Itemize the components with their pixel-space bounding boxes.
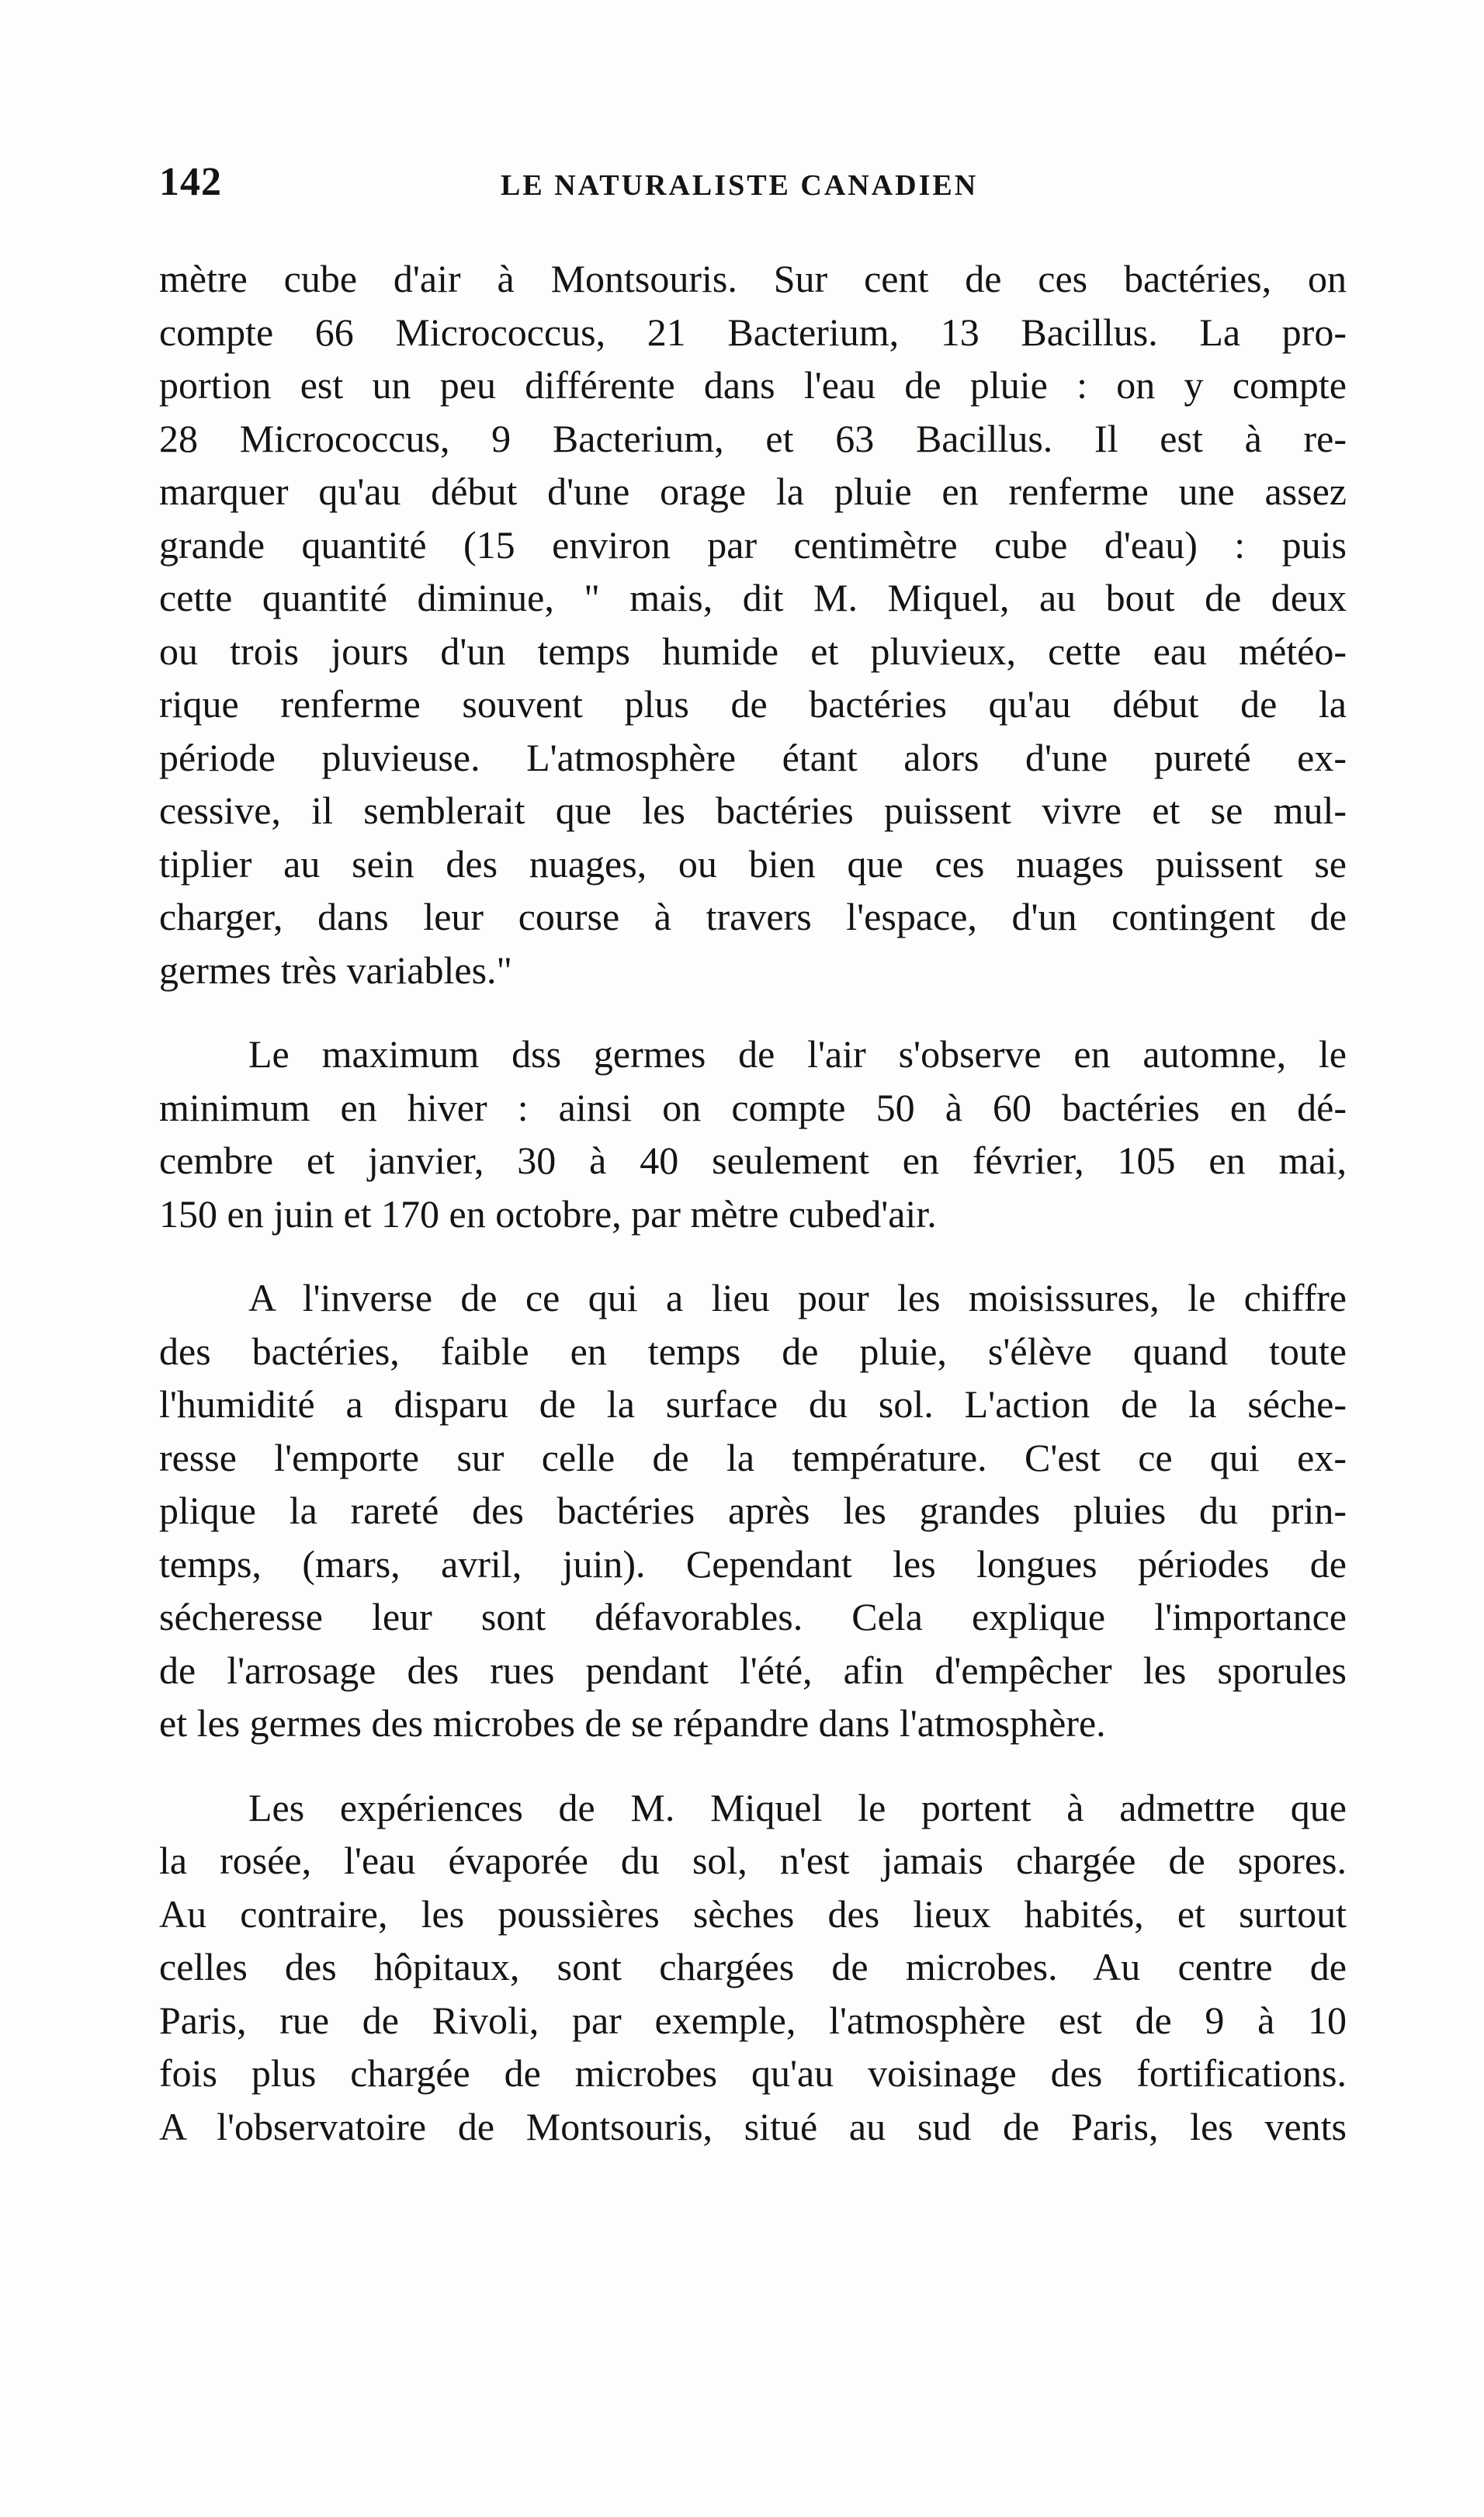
text-line: resse l'emporte sur celle de la température. C'est ce qui ex- [159,1435,1347,1479]
text-line: 150 en juin et 170 en octobre, par mètre cubed'air. [159,1191,937,1236]
running-head [159,159,1347,213]
text-line: marquer qu'au début d'une orage la pluie en renferme une assez [159,470,1347,513]
text-line: la rosée, l'eau évaporée du sol, n'est jamais chargée de spores. [159,1839,1347,1882]
text-line: de l'arrosage des rues pendant l'été, afin d'empêcher les sporules [159,1648,1347,1692]
text-line: sécheresse leur sont défavorables. Cela explique l'importance [159,1595,1347,1638]
text-line: minimum en hiver : ainsi on compte 50 à 60 bactéries en dé- [159,1085,1347,1129]
text-line: grande quantité (15 environ par centimètre cube d'eau) : puis [159,522,1347,567]
text-line: rique renferme souvent plus de bactéries qu'au début de la [159,682,1347,726]
text-line: cembre et janvier, 30 à 40 seulement en février, 105 en mai, [159,1139,1347,1182]
paragraph-3 [159,1271,1347,1750]
text-line: compte 66 Micrococcus, 21 Bacterium, 13 Bacillus. La pro- [159,310,1347,354]
text-line: fois plus chargée de microbes qu'au voisinage des fortifications. [159,2051,1347,2095]
text-line: Le maximum dss germes de l'air s'observe en automne, le [248,1032,1347,1076]
text-line: cessive, il semblerait que les bactéries puissent vivre et se mul- [159,789,1347,832]
text-line: charger, dans leur course à travers l'espace, d'un contingent de [159,895,1347,938]
text-line: ou trois jours d'un temps humide et pluvieux, cette eau météo- [159,629,1347,673]
text-line: temps, (mars, avril, juin). Cependant les longues périodes de [159,1541,1347,1586]
text-line: et les germes des microbes de se répandre dans l'atmosphère. [159,1701,1106,1745]
page-number: 142 [159,160,222,204]
text-body [159,252,1347,2198]
text-line: germes très variables." [159,948,512,992]
text-line: l'humidité a disparu de la surface du sol. L'action de la séche- [159,1382,1347,1426]
text-line: période pluvieuse. L'atmosphère étant alors d'une pureté ex- [159,735,1347,779]
paragraph-2 [159,1028,1347,1240]
text-line: portion est un peu différente dans l'eau de pluie : on y compte [159,363,1347,407]
text-line: A l'inverse de ce qui a lieu pour les moisissures, le chiffre [248,1276,1347,1319]
text-line: Au contraire, les poussières sèches des lieux habités, et surtout [159,1891,1347,1936]
text-line: A l'observatoire de Montsouris, situé au sud de Paris, les vents [159,2104,1347,2148]
text-line: tiplier au sein des nuages, ou bien que ces nuages puissent se [159,841,1347,886]
paragraph-1 [159,252,1347,997]
journal-title: LE NATURALISTE CANADIEN [501,169,979,202]
text-line: Les expériences de M. Miquel le portent à admettre que [248,1785,1347,1829]
text-line: plique la rareté des bactéries après les grandes pluies du prin- [159,1489,1347,1532]
text-line: des bactéries, faible en temps de pluie, s'élève quand toute [159,1329,1347,1373]
paragraph-4 [159,1781,1347,2154]
text-line: Paris, rue de Rivoli, par exemple, l'atmosphère est de 9 à 10 [159,1998,1347,2042]
text-line: celles des hôpitaux, sont chargées de microbes. Au centre de [159,1945,1347,1988]
text-line: mètre cube d'air à Montsouris. Sur cent de ces bactéries, on [159,257,1347,300]
text-line: 28 Micrococcus, 9 Bacterium, et 63 Bacillus. Il est à re- [159,416,1347,460]
text-line: cette quantité diminue, " mais, dit M. Miquel, au bout de deux [159,576,1347,619]
